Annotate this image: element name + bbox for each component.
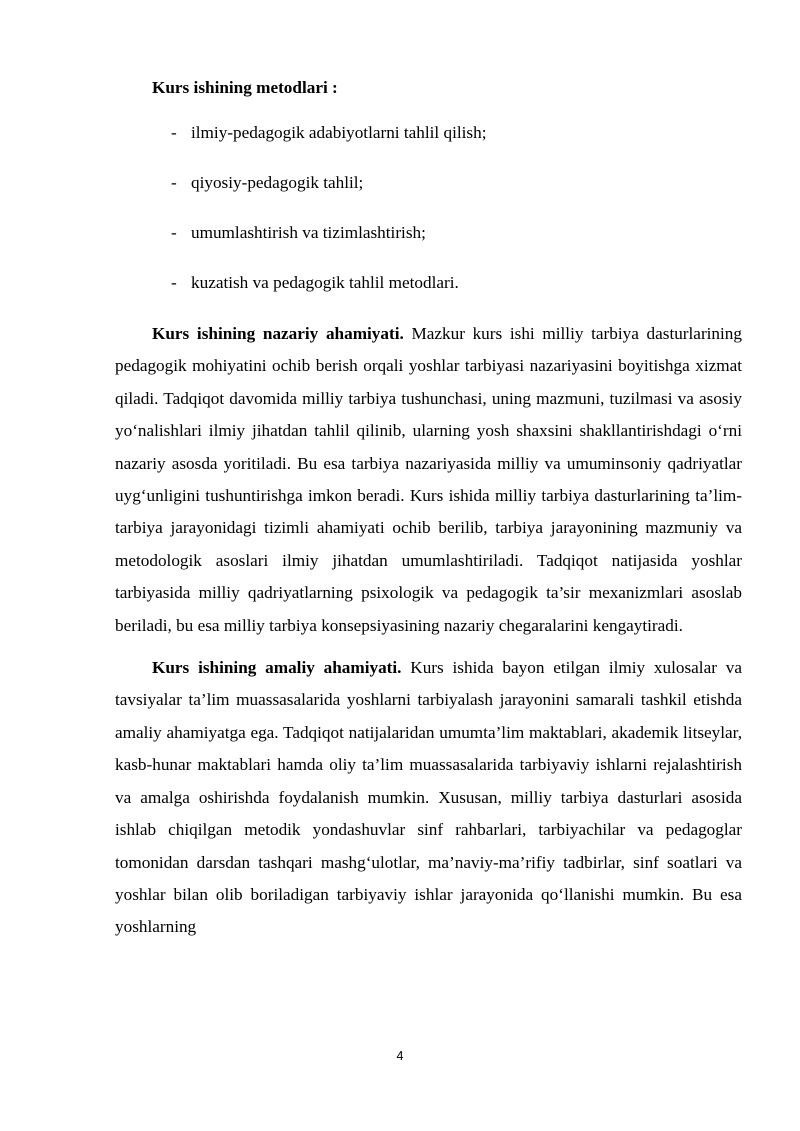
methods-heading: Kurs ishining metodlari : xyxy=(152,78,338,97)
method-text: umumlashtirish va tizimlashtirish; xyxy=(191,223,426,242)
practice-lead: Kurs ishining amaliy ahamiyati. xyxy=(152,658,402,678)
bullet-dash: - xyxy=(171,223,177,242)
practice-paragraph xyxy=(115,652,742,944)
list-item xyxy=(171,218,742,248)
page-body xyxy=(115,74,742,944)
theory-text: Mazkur kurs ishi milliy tarbiya dasturlarining pedagogik mohiyatini ochib berish orqali yoshlar tarbiyasi nazariyasini boyitishga xizmat qiladi. Tadqiqot davomida milliy tarbiya tushunchasi, uning mazmuni, tuzilmasi va asosiy yoʻnalishlari ilmiy jihatdan tahlil qilinib, ularning yosh shaxsini shakllantirishdagi oʻrni nazariy asosda yoritiladi. Bu esa tarbiya nazariyasida milliy va umuminsoniy qadriyatlar uygʻunligini tushuntirishga imkon beradi. Kurs ishida milliy tarbiya dasturlarining ta’lim-tarbiya jarayonidagi tizimli ahamiyati ochib berilib, tarbiya jarayonining mazmuniy va metodologik asoslari ilmiy jihatdan umumlashtiriladi. Tadqiqot natijasida yoshlar tarbiyasida milliy qadriyatlarning psixologik va pedagogik ta’sir mexanizmlari asoslab beriladi, bu esa milliy tarbiya konsepsiyasining nazariy chegaralarini kengaytiradi. xyxy=(115,324,742,635)
list-item xyxy=(171,118,742,148)
method-text: ilmiy-pedagogik adabiyotlarni tahlil qilish; xyxy=(191,123,487,142)
theory-lead: Kurs ishining nazariy ahamiyati. xyxy=(152,324,404,343)
theory-paragraph xyxy=(115,318,742,642)
method-text: kuzatish va pedagogik tahlil metodlari. xyxy=(191,273,459,292)
bullet-dash: - xyxy=(171,273,177,292)
page-number: 4 xyxy=(396,1049,404,1063)
method-text: qiyosiy-pedagogik tahlil; xyxy=(191,173,364,192)
practice-text: Kurs ishida bayon etilgan ilmiy xulosalar va tavsiyalar ta’lim muassasalarida yoshlarni tarbiyalash jarayonini samarali tashkil etishda amaliy ahamiyatga ega. Tadqiqot natijalaridan umumta’lim maktablari, akademik litseylar, kasb-hunar maktablari hamda oliy ta’lim muassasalarida tarbiyaviy ishlarni rejalashtirish va amalga oshirishda foydalanish mumkin. Xususan, milliy tarbiya dasturlari asosida ishlab chiqilgan metodik yondashuvlar sinf rahbarlari, tarbiyachilar va pedagoglar tomonidan darsdan tashqari mashgʻulotlar, ma’naviy-ma’rifiy tadbirlar, sinf soatlari va yoshlar bilan olib boriladigan tarbiyaviy ishlar jarayonida qoʻllanishi mumkin. Bu esa yoshlarning xyxy=(115,658,742,937)
bullet-dash: - xyxy=(171,173,177,192)
methods-list xyxy=(115,118,742,298)
list-item xyxy=(171,168,742,198)
bullet-dash: - xyxy=(171,123,177,142)
list-item xyxy=(171,268,742,298)
